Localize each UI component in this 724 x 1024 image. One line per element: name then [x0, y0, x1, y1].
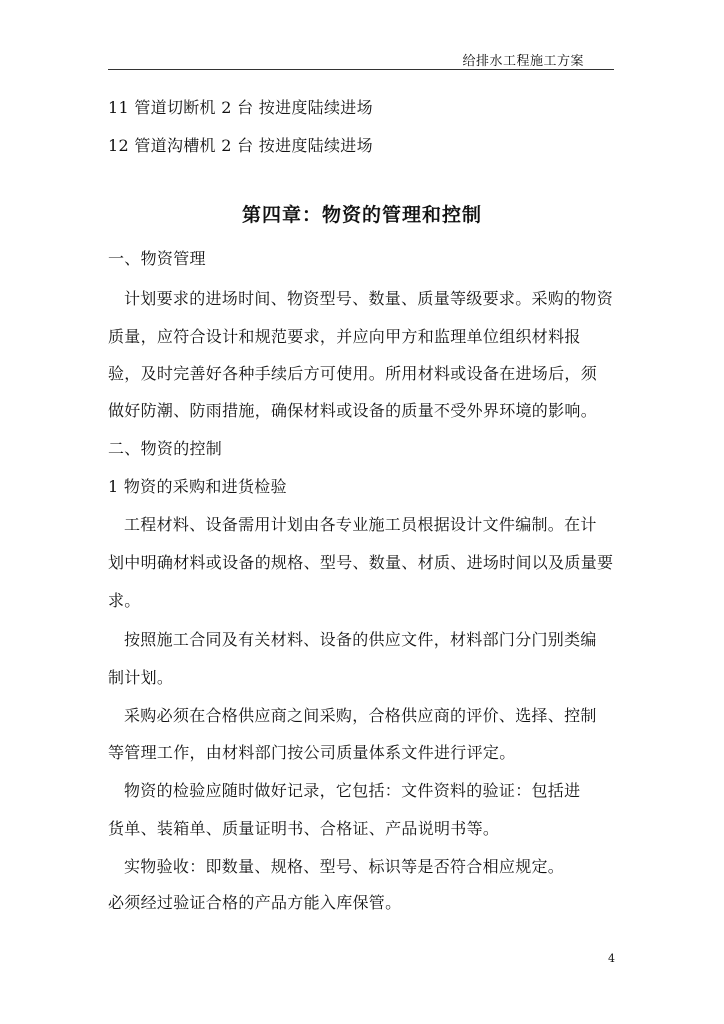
equipment-line: 11 管道切断机 2 台 按进度陆续进场 — [108, 98, 373, 117]
header-rule — [108, 69, 614, 70]
body-line: 采购必须在合格供应商之间采购，合格供应商的评价、选择、控制 — [124, 706, 597, 725]
header-title: 给排水工程施工方案 — [462, 54, 584, 69]
body-line: 做好防潮、防雨措施，确保材料或设备的质量不受外界环境的影响。 — [108, 401, 598, 420]
body-line: 划中明确材料或设备的规格、型号、数量、材质、进场时间以及质量要 — [108, 553, 614, 572]
chapter-title: 第四章：物资的管理和控制 — [241, 204, 482, 226]
body-line: 计划要求的进场时间、物资型号、数量、质量等级要求。采购的物资 — [124, 289, 614, 308]
body-line: 按照施工合同及有关材料、设备的供应文件，材料部门分门别类编 — [124, 630, 597, 649]
body-line: 货单、装箱单、质量证明书、合格证、产品说明书等。 — [108, 819, 500, 838]
body-line: 工程材料、设备需用计划由各专业施工员根据设计文件编制。在计 — [124, 515, 597, 534]
body-line: 等管理工作，由材料部门按公司质量体系文件进行评定。 — [108, 743, 516, 762]
body-line: 实物验收：即数量、规格、型号、标识等是否符合相应规定。 — [124, 857, 565, 876]
section-heading: 一、物资管理 — [108, 249, 206, 268]
body-line: 验，及时完善好各种手续后方可使用。所用材料或设备在进场后，须 — [108, 364, 598, 383]
body-line: 物资的检验应随时做好记录，它包括：文件资料的验证：包括进 — [124, 781, 581, 800]
body-line: 必须经过验证合格的产品方能入库保管。 — [108, 893, 402, 912]
body-line: 制计划。 — [108, 668, 174, 687]
body-line: 质量，应符合设计和规范要求，并应向甲方和监理单位组织材料报 — [108, 327, 581, 346]
section-heading: 二、物资的控制 — [108, 439, 223, 458]
page-number: 4 — [608, 952, 615, 965]
sub-heading: 1 物资的采购和进货检验 — [108, 477, 287, 496]
body-line: 求。 — [108, 591, 141, 610]
equipment-line: 12 管道沟槽机 2 台 按进度陆续进场 — [108, 136, 373, 155]
